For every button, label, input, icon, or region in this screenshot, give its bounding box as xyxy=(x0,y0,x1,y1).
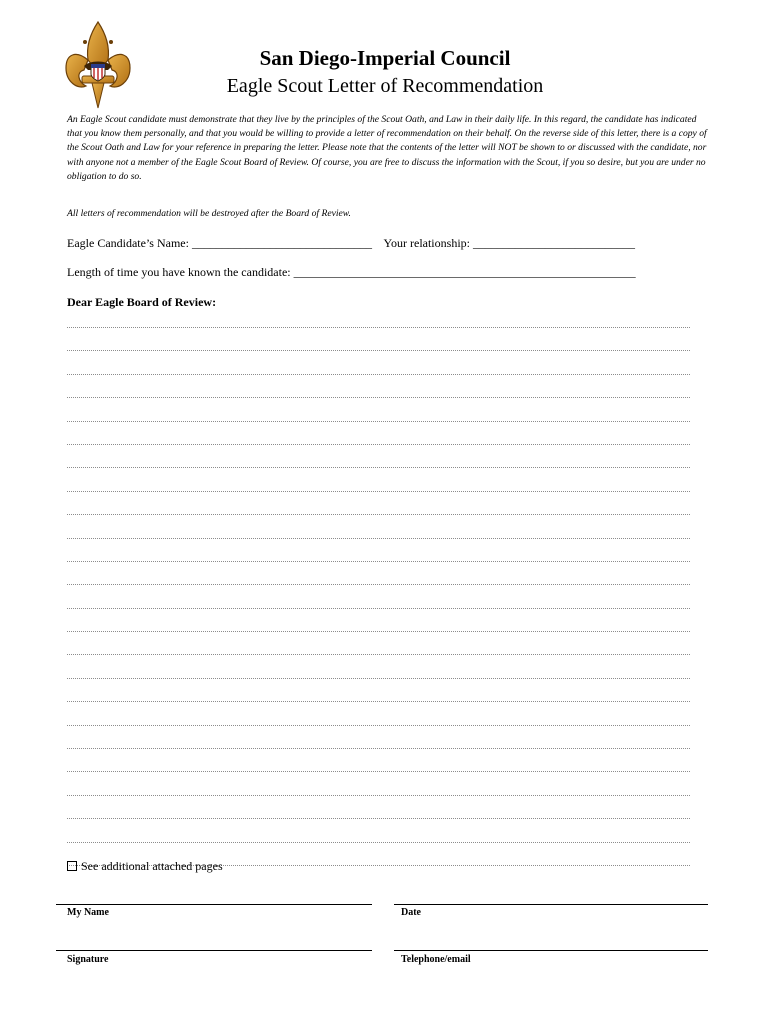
my-name-label: My Name xyxy=(67,907,109,918)
letter-line[interactable] xyxy=(67,631,690,654)
letter-line[interactable] xyxy=(67,818,690,841)
letter-line[interactable] xyxy=(67,350,690,373)
attached-pages-option[interactable] xyxy=(67,859,223,874)
letter-line[interactable] xyxy=(67,748,690,771)
page-title: Eagle Scout Letter of Recommendation xyxy=(226,75,544,97)
letter-line[interactable] xyxy=(67,584,690,607)
telephone-email-line[interactable] xyxy=(394,950,708,951)
known-length-field[interactable]: _________________________________________________________ xyxy=(293,265,636,279)
known-length-label: Length of time you have known the candidate: xyxy=(67,265,291,279)
letter-line[interactable] xyxy=(67,327,690,350)
letter-line[interactable] xyxy=(67,725,690,748)
date-label: Date xyxy=(401,907,421,918)
candidate-relationship-row xyxy=(67,236,635,251)
letter-line[interactable] xyxy=(67,467,690,490)
letter-line[interactable] xyxy=(67,608,690,631)
letter-line[interactable] xyxy=(67,514,690,537)
letter-line[interactable] xyxy=(67,421,690,444)
letter-line[interactable] xyxy=(67,491,690,514)
telephone-email-label: Telephone/email xyxy=(401,954,471,965)
letter-body-area[interactable] xyxy=(67,327,690,888)
attached-pages-checkbox[interactable] xyxy=(67,861,77,871)
letter-line[interactable] xyxy=(67,654,690,677)
letter-line[interactable] xyxy=(67,374,690,397)
signature-line[interactable] xyxy=(56,950,372,951)
letter-line[interactable] xyxy=(67,795,690,818)
letter-line[interactable] xyxy=(67,701,690,724)
candidate-name-field[interactable]: ______________________________ xyxy=(191,236,372,250)
my-name-line[interactable] xyxy=(56,904,372,905)
letter-line[interactable] xyxy=(67,561,690,584)
known-length-row xyxy=(67,265,636,280)
signature-label: Signature xyxy=(67,954,109,965)
intro-paragraph: An Eagle Scout candidate must demonstrate that they live by the principles of the Scout Oath, and Law in their daily life. In this regard, the candidate has indicated that you know them personally, and that you would be willing to provide a letter of recommendation on their behalf. On the reverse side of this letter, there is a copy of the Scout Oath and Law for your reference in preparing the letter. Please note that the contents of the letter will NOT be shown to or discussed with the candidate, nor with anyone not a member of the Eagle Scout Board of Review. Of course, you are free to discuss the information with the Scout, if you so desire, but you are under no obligation to do so. xyxy=(67,114,707,182)
letter-line[interactable] xyxy=(67,771,690,794)
relationship-label: Your relationship: xyxy=(383,236,470,250)
council-title: San Diego-Imperial Council xyxy=(259,46,511,70)
letter-line[interactable] xyxy=(67,397,690,420)
letter-line[interactable] xyxy=(67,538,690,561)
letter-line[interactable] xyxy=(67,444,690,467)
relationship-field[interactable]: ___________________________ xyxy=(472,236,635,250)
date-line[interactable] xyxy=(394,904,708,905)
attached-pages-label: See additional attached pages xyxy=(81,859,223,873)
destruction-note: All letters of recommendation will be destroyed after the Board of Review. xyxy=(67,208,351,219)
candidate-name-label: Eagle Candidate’s Name: xyxy=(67,236,189,250)
letter-line[interactable] xyxy=(67,678,690,701)
salutation: Dear Eagle Board of Review: xyxy=(67,295,217,309)
